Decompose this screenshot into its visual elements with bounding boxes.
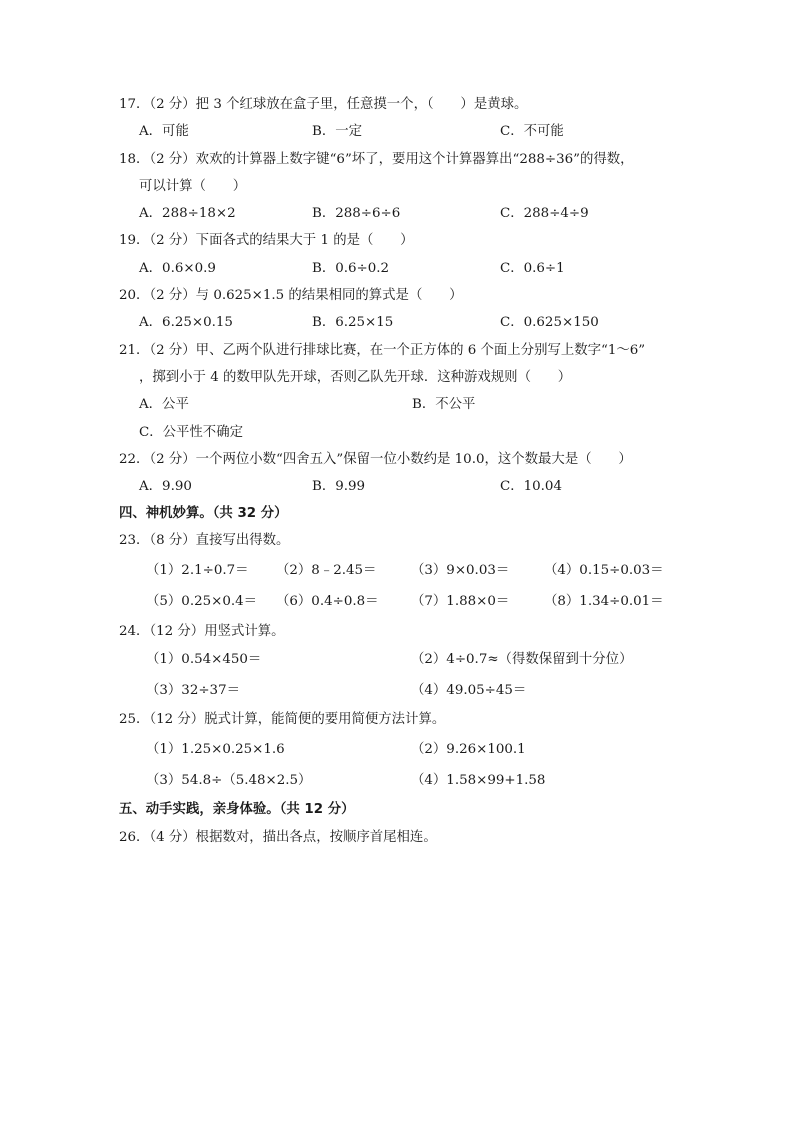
q22-option-b: B．9.99 <box>312 479 366 494</box>
q22-stem: 22．（2 分）一个两位小数“四舍五入”保留一位小数约是 10.0，这个数最大是（ ） <box>119 452 632 467</box>
q23-item: （4）0.15÷0.03＝ <box>544 563 664 578</box>
section-5-heading: 五、动手实践，亲身体验。（共 12 分） <box>119 802 355 817</box>
q23-item: （3）9×0.03＝ <box>411 563 510 578</box>
q23-item: （1）2.1÷0.7＝ <box>146 563 249 578</box>
q26-stem: 26．（4 分）根据数对，描出各点，按顺序首尾相连。 <box>119 830 437 845</box>
q19-option-b: B．0.6÷0.2 <box>312 261 390 276</box>
q18-stem-line1: 18．（2 分）欢欢的计算器上数字键“6”坏了，要用这个计算器算出“288÷36”的得数， <box>119 152 634 167</box>
q18-option-c: C．288÷4÷9 <box>500 206 589 221</box>
q20-stem: 20．（2 分）与 0.625×1.5 的结果相同的算式是（ ） <box>119 288 463 303</box>
q23-item: （5）0.25×0.4＝ <box>146 594 258 609</box>
q25-stem: 25．（12 分）脱式计算，能简便的要用简便方法计算。 <box>119 712 446 727</box>
q24-stem: 24．（12 分）用竖式计算。 <box>119 624 285 639</box>
q21-option-c: C．公平性不确定 <box>139 425 243 440</box>
q24-item: （4）49.05÷45＝ <box>411 683 527 698</box>
q24-item: （2）4÷0.7≈（得数保留到十分位） <box>411 652 633 667</box>
q25-item: （2）9.26×100.1 <box>411 742 526 757</box>
q21-stem-line1: 21．（2 分）甲、乙两个队进行排球比赛，在一个正方体的 6 个面上分别写上数字“1～6” <box>119 343 646 358</box>
q20-option-c: C．0.625×150 <box>500 315 599 330</box>
q17-option-c: C．不可能 <box>500 124 564 139</box>
q19-option-a: A．0.6×0.9 <box>139 261 216 276</box>
q17-option-b: B．一定 <box>312 124 363 139</box>
q17-stem: 17．（2 分）把 3 个红球放在盒子里，任意摸一个，（ ）是黄球。 <box>119 97 528 112</box>
q21-option-a: A．公平 <box>139 397 189 412</box>
q24-item: （1）0.54×450＝ <box>146 652 262 667</box>
q17-option-a: A．可能 <box>139 124 189 139</box>
q23-item: （2）8﹣2.45＝ <box>276 563 377 578</box>
q22-option-c: C．10.04 <box>500 479 562 494</box>
q20-option-b: B．6.25×15 <box>312 315 394 330</box>
q25-item: （1）1.25×0.25×1.6 <box>146 742 285 757</box>
q18-option-a: A．288÷18×2 <box>139 206 236 221</box>
q23-stem: 23．（8 分）直接写出得数。 <box>119 533 290 548</box>
q19-stem: 19．（2 分）下面各式的结果大于 1 的是（ ） <box>119 233 414 248</box>
q18-stem-line2: 可以计算（ ） <box>139 179 247 194</box>
q23-item: （8）1.34÷0.01＝ <box>544 594 664 609</box>
q24-item: （3）32÷37＝ <box>146 683 240 698</box>
q23-item: （6）0.4÷0.8＝ <box>276 594 379 609</box>
q22-option-a: A．9.90 <box>139 479 192 494</box>
q21-stem-line2: ，掷到小于 4 的数甲队先开球，否则乙队先开球．这种游戏规则（ ） <box>139 370 572 385</box>
q25-item: （4）1.58×99+1.58 <box>411 773 546 788</box>
q20-option-a: A．6.25×0.15 <box>139 315 233 330</box>
q21-option-b: B．不公平 <box>412 397 476 412</box>
q23-item: （7）1.88×0＝ <box>411 594 510 609</box>
section-4-heading: 四、神机妙算。（共 32 分） <box>119 506 288 521</box>
q25-item: （3）54.8÷（5.48×2.5） <box>146 773 312 788</box>
q19-option-c: C．0.6÷1 <box>500 261 565 276</box>
q18-option-b: B．288÷6÷6 <box>312 206 401 221</box>
